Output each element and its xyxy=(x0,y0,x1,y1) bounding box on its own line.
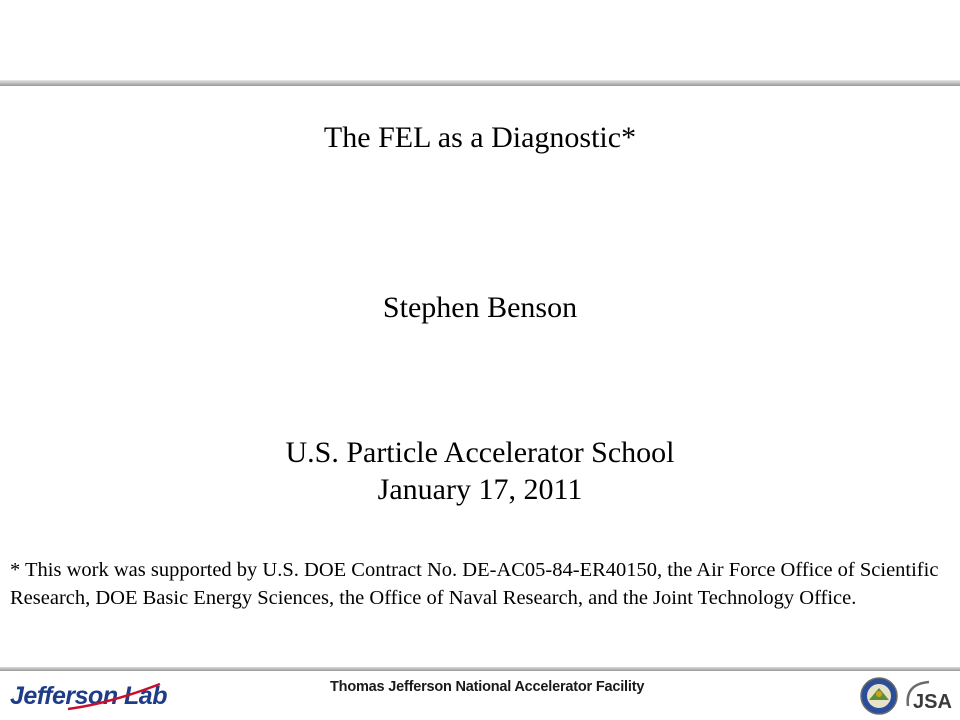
doe-seal-icon xyxy=(859,676,899,716)
header-divider xyxy=(0,80,960,86)
facility-name: Thomas Jefferson National Accelerator Facility xyxy=(330,679,645,695)
jsa-text: JSA xyxy=(913,691,952,713)
logo-wordmark: Jefferson Lab xyxy=(10,682,167,710)
jefferson-lab-logo xyxy=(8,676,183,714)
author-name: Stephen Benson xyxy=(382,291,578,324)
slide-title: The FEL as a Diagnostic* xyxy=(323,121,637,154)
event-date: January 17, 2011 xyxy=(377,473,583,506)
footer-divider xyxy=(0,667,960,671)
event-name: U.S. Particle Accelerator School xyxy=(285,436,675,469)
funding-footnote: * This work was supported by U.S. DOE Contract No. DE-AC05-84-ER40150, the Air Force Office of Scientific Research, DOE Basic Energy Sciences, the Office of Naval Research, and the Joint Technology Office. xyxy=(10,559,939,609)
jsa-logo xyxy=(903,676,955,716)
